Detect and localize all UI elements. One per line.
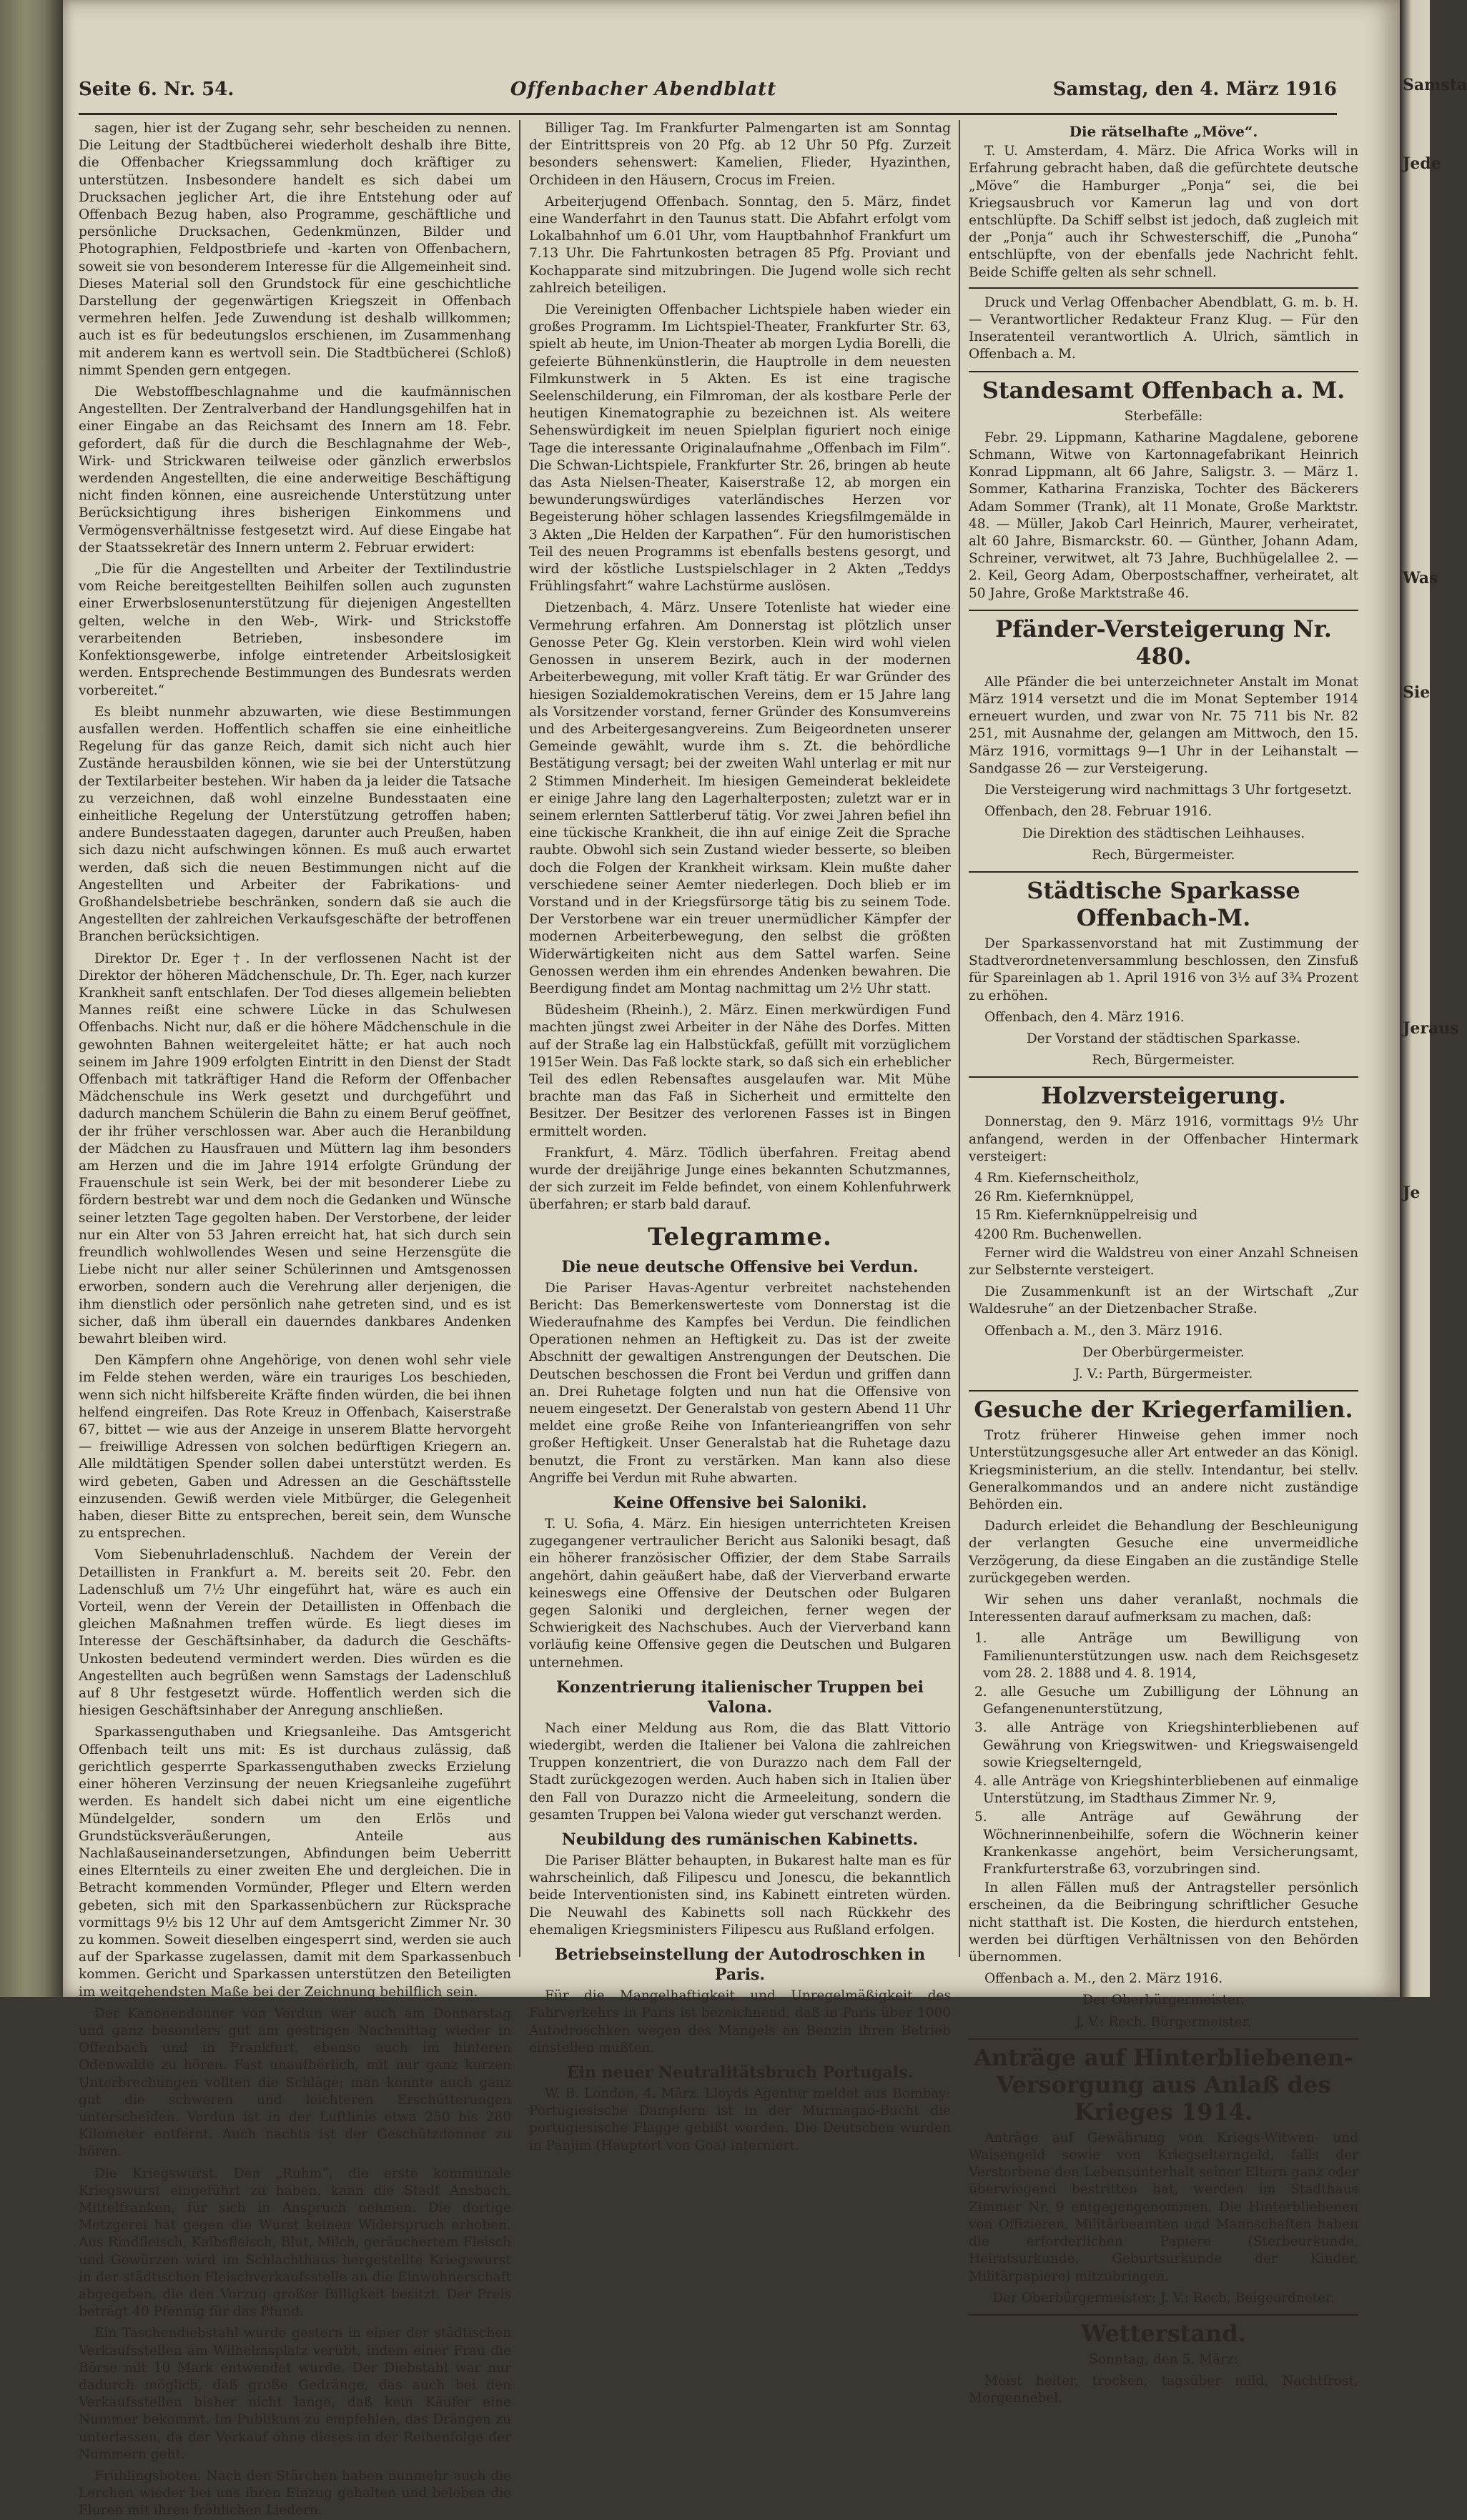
divider-rule <box>969 287 1358 289</box>
list-item: 4200 Rm. Buchenwellen. <box>974 1226 1142 1242</box>
article-paragraph: Offenbach a. M., den 3. März 1916. <box>984 1323 1223 1339</box>
article-paragraph: Febr. 29. Lippmann, Katharine Magdalene, geborene Schmann, Witwe von Kartonnagefabrikant Heinrich Konrad Lippmann, alt 66 Jahre, Saligstr. 3. — März 1. Sommer, Katharina Franziska, Tochter des Bäckerers Adam Sommer (Trank), alt 11 Monate, Große Marktstr. 48. — Müller, Jakob Carl Heinrich, Maurer, verheiratet, alt 60 Jahre, Bismarckstr. 60. — Günther, Johann Adam, Schreiner, verwitwet, alt 73 Jahre, Buchhügelallee 2. — 2. Keil, Georg Adam, Oberpostschaffner, verheiratet, alt 50 Jahre, Große Marktstraße 46. <box>969 430 1358 601</box>
article-paragraph: W. B. London, 4. März. Lloyds Agentur meldet aus Bombay: Portugiesische Dampfern ist in der Murmagao-Bucht die portugiesische Flagge gehißt worden. Die Deutschen wurden in Panjim (Hauptort von Goa) interniert. <box>529 2085 951 2153</box>
article-paragraph: T. U. Amsterdam, 4. März. Die Africa Works will in Erfahrung gebracht haben, daß die gefürchtete deutsche „Möve“ die Hamburger „Ponja“ sei, die bei Kriegsausbruch vor Kamerun lag und von dort entschlüpfte. Da Schiff selbst ist jedoch, daß zugleich mit der „Ponja“ auch ihr Schwesterschiff, die „Punoha“ entschlüpfte, von der ebenfalls jede Nachricht fehlt. Beide Schiffe gelten als sehr schnell. <box>969 144 1358 280</box>
notice-signature: J. V.: Rech, Bürgermeister. <box>1075 2014 1252 2030</box>
adjacent-page-fragment: Was <box>1403 569 1438 587</box>
article-paragraph: „Die für die Angestellten und Arbeiter der Textilindustrie vom Reiche bereitgestellten Beihilfen sollen auch zugunsten einer Erwerbslosenunterstützung für diejenigen Angestellten gelten, welche in den Web-, Wirk- und Strickstoffe verarbeitenden Betrieben, insbesondere im Konfektionsgewerbe, infolge eintretender Arbeitslosigkeit werden. Entsprechende Bestimmungen des Bundesrats werden vorbereitet.“ <box>79 562 511 698</box>
article-paragraph: Den Kämpfern ohne Angehörige, von denen wohl sehr viele im Felde stehen werden, wäre ein trauriges Los beschieden, wenn sich nicht hilfsbereite Kräfte finden würden, die bei ihnen helfend eingreifen. Das Rote Kreuz in Offenbach, Kaiserstraße 67, bittet — wie aus der Anzeige in unserem Blatte hervorgeht — freiwillige Adressen von solchen bedürftigen Kriegern an. Alle mildtätigen Spender sollen dabei unterstützt werden. Es wird gebeten, Gaben und Adressen an die Geschäftsstelle einzusenden. Gewiß werden viele Mitbürger, die Gelegenheit haben, dieser Bitte zu entsprechen, bereit sein, dem Wunsche zu entsprechen. <box>79 1353 511 1542</box>
adjacent-page-fragment: Sie <box>1403 683 1431 702</box>
article-paragraph: Druck und Verlag Offenbacher Abendblatt, G. m. b. H. — Verantwortlicher Redakteur Franz Klug. — Für den Inseratenteil verantwortlich A. Ulrich, sämtlich in Offenbach a. M. <box>969 294 1358 362</box>
notice-signature: Der Vorstand der städtischen Sparkasse. <box>1026 1031 1301 1046</box>
adjacent-page-fragment: Samsta <box>1403 76 1467 94</box>
column-rule <box>959 120 960 1957</box>
list-item: 15 Rm. Kiefernknüppelreisig und <box>974 1208 1197 1224</box>
list-item: 4. alle Anträge von Kriegshinterbliebenen auf einmalige Unterstützung, im Stadthaus Zimmer Nr. 9, <box>974 1774 1358 1807</box>
article-paragraph: Die Zusammenkunft ist an der Wirtschaft „Zur Waldesruhe“ an der Dietzenbacher Straße. <box>969 1284 1358 1317</box>
adjacent-page-fragment: Je <box>1403 1184 1421 1202</box>
article-headline: Betriebseinstellung der Autodroschken in Paris. <box>554 1945 926 1985</box>
article-paragraph: sagen, hier ist der Zugang sehr, sehr bescheiden zu nennen. Die Leitung der Stadtbücherei wiederholt deshalb ihre Bitte, die Offenbacher Kriegssammlung doch kräftiger zu unterstützen. Insbesondere handelt es sich dabei um Drucksachen jeglicher Art, die ihre Entstehung oder auf Offenbach Bezug haben, also Programme, geschäftliche und persönliche Drucksachen, Gedenkmünzen, Bilder und Photographien, Feldpostbriefe und -karten von Offenbachern, soweit sie von besonderem Interesse für die Allgemeinheit sind. Dieses Material soll den Grundstock für eine geschichtliche Darstellung der gegenwärtigen Kriegszeit in Offenbach vermehren helfen. Jede Zuwendung ist deshalb willkommen; auch ist es für bedeutungslos erschienen, im Zusammenhang mit anderem kann es wertvoll sein. Die Stadtbücherei (Schloß) nimmt Spenden gern entgegen. <box>79 121 511 378</box>
header-masthead: Offenbacher Abendblatt <box>510 79 777 100</box>
adjacent-page-edge <box>1400 0 1467 1997</box>
notice-headline: Städtische Sparkasse Offenbach-M. <box>969 871 1358 931</box>
article-paragraph: Meist heiter, trocken, tagsüber mild, Nachtfrost, Morgennebel. <box>969 2373 1358 2406</box>
article-paragraph: Für die Mangelhaftigkeit und Unregelmäßigkeit des Fahrverkehrs in Paris ist bezeichnend, daß in Paris über 1000 Autodroschken wegen des Mangels an Benzin ihren Betrieb einstellen mußten. <box>529 1988 951 2055</box>
article-paragraph: Der Kanonendonner von Verdun war auch am Donnerstag und ganz besonders gut am gestrigen Nachmittag wieder in Offenbach und in Frankfurt, ebenso auch im hinteren Odenwalde zu hören. Fast unaufhörlich, mit nur ganz kurzen Unterbrechungen vollten die Schläge; man konnte auch ganz gut die schweren und leichteren Erschütterungen unterscheiden. Verdun ist in der Luftlinie etwa 250 bis 280 Kilometer entfernt. Auch nachts ist der Geschützdonner zu hören. <box>79 2005 511 2160</box>
list-item: 26 Rm. Kiefernknüppel, <box>974 1189 1135 1205</box>
article-paragraph: Es bleibt nunmehr abzuwarten, wie diese Bestimmungen ausfallen werden. Hoffentlich schaffen sie eine einheitliche Regelung für das ganze Reich, damit sich nicht auch hier Zustände herausbilden können, wie sie bei der Unterstützung der Textilarbeiter bestehen. Wir haben da ja leider die Tatsache zu verzeichnen, daß wohl einzelne Bundesstaaten eine einheitliche Regelung der Unterstützung getroffen haben; andere Bundesstaaten dagegen, darunter auch Preußen, haben sich dazu nicht aufschwingen können. Es muß auch erwartet werden, daß sich die neuen Bestimmungen nicht auf die Angestellten und Arbeiter der Fabrikations- und Großhandelsbetriebe beschränken, sondern daß sie auch die Angestellten der zahlreichen Verkaufsgeschäfte der betroffenen Branchen berücksichtigen. <box>79 704 511 945</box>
article-paragraph: Der Sparkassenvorstand hat mit Zustimmung der Stadtverordnetenversammlung beschlossen, den Zinsfuß für Spareinlagen ab 1. April 1916 von 3½ auf 3¾ Prozent zu erhöhen. <box>969 936 1358 1003</box>
notice-signature: Der Oberbürgermeister: J. V.: Rech, Beigeordneter. <box>992 2290 1335 2306</box>
item-list <box>969 1170 1358 1244</box>
article-paragraph: Ein Taschendiebstahl wurde gestern in einer der städtischen Verkaufsstellen am Wilhelmsplatz verübt, indem einer Frau die Börse mit 10 Mark entwendet wurde. Der Diebstahl war nur dadurch möglich, daß große Gedränge, das auch bei den Verkaufsstellen bisher nicht lange, daß kein Käufer eine Nummer bekommt. Im Publikum zu empfehlen, das Drängen zu unterlassen, da der Verkauf ohne dieses in der Reihenfolge der Nummern geht. <box>79 2326 511 2462</box>
notice-signature: Die Direktion des städtischen Leihhauses. <box>1022 825 1305 841</box>
notice-signature: Der Oberbürgermeister. <box>1082 1344 1245 1360</box>
article-paragraph: Donnerstag, den 9. März 1916, vormittags 9½ Uhr anfangend, werden in der Offenbacher Hintermark versteigert: <box>969 1114 1358 1164</box>
article-headline: Die neue deutsche Offensive bei Verdun. <box>561 1257 919 1276</box>
article-headline: Ein neuer Neutralitätsbruch Portugals. <box>566 2063 914 2082</box>
section-headline: Telegramme. <box>648 1222 832 1251</box>
article-paragraph: Frankfurt, 4. März. Tödlich überfahren. Freitag abend wurde der dreijährige Junge eines bekannten Schutzmannes, der sich zurzeit im Felde befindet, von einem Kohlenfuhrwerk überfahren; er starb bald darauf. <box>529 1145 951 1213</box>
article-paragraph: Vom Siebenuhrladenschluß. Nachdem der Verein der Detaillisten in Frankfurt a. M. bereits seit 20. Febr. den Ladenschluß um 7½ Uhr eingeführt hat, wäre es auch ein Vorteil, wenn der Verein der Detaillisten in Offenbach die gleichen Maßnahmen treffen würde. Es liegt dieses im Interesse der Geschäftsinhaber, da dadurch die Geschäfts-Unkosten bedeutend vermindert werden. Dies würden es die Angestellten auch begrüßen wenn Samstags der Ladenschluß auf 8 Uhr festgesetzt würde. Hoffentlich werden sich die hiesigen Geschäftsinhaber der Anregung anschließen. <box>79 1547 511 1719</box>
notice-headline: Anträge auf Hinterbliebenen-Versorgung aus Anlaß des Krieges 1914. <box>969 2038 1358 2125</box>
article-paragraph: Wir sehen uns daher veranlaßt, nochmals die Interessenten darauf aufmerksam zu machen, daß: <box>969 1592 1358 1625</box>
adjacent-page-fragment: Jede <box>1403 154 1441 173</box>
article-paragraph: Frühlingsboten. Nach den Stärchen haben nunmehr auch die Lerchen wieder bei uns ihren Einzug gehalten und beleben die Fluren mit ihren fröhlichen Liedern. <box>79 2469 511 2519</box>
column-2 <box>529 120 951 2153</box>
article-headline: Keine Offensive bei Saloniki. <box>613 1494 867 1513</box>
header-date: Samstag, den 4. März 1916 <box>1052 79 1337 100</box>
notice-signature: J. V.: Parth, Bürgermeister. <box>1074 1366 1253 1381</box>
notice-headline: Holzversteigerung. <box>969 1076 1358 1109</box>
notice-headline: Pfänder-Versteigerung Nr. 480. <box>969 610 1358 670</box>
scan-edge <box>0 0 63 1997</box>
article-paragraph: Dietzenbach, 4. März. Unsere Totenliste hat wieder eine Vermehrung erfahren. Am Donnerstag ist plötzlich unser Genosse Peter Gg. Klein verstorben. Klein wird wohl vielen Genossen in unserem Bezirk, auch in der modernen Arbeiterbewegung, mit voller Kraft tätig. Er war Gründer des hiesigen Sozialdemokratischen Vereins, dem er 15 Jahre lang als Vorsitzender vorstand, ferner Gründer des Konsumvereins und des Arbeitergesangvereins. Zum Beigeordneten unserer Gemeinde gewählt, wurde ihm s. Zt. die behördliche Bestätigung versagt; bei der zweiten Wahl unterlag er mit nur 2 Stimmen Minderheit. Im hiesigen Gemeinderat bekleidete er einige Jahre lang den Lagerhalterposten; zuletzt war er in seinem erlernten Sattlerberuf tätig. Vor zwei Jahren befiel ihn eine tückische Krankheit, die ihn auf einige Zeit die Sprache raubte. Obwohl sich sein Zustand wieder besserte, so bleiben doch die Folgen der Krankheit wirksam. Klein mußte daher verschiedene seiner Aemter niederlegen. Doch blieb er im Vorstand und in der Kriegsfürsorge tätig bis zu seinem Tode. Der Verstorbene war ein treuer unermüdlicher Kämpfer der modernen Arbeiterbewegung, den selbst die größten Widerwärtigkeiten nicht aus dem Sattel warfen. Seine Genossen werden ihm ein ehrendes Andenken bewahren. Die Beerdigung findet am Montag nachmittag um 2½ Uhr statt. <box>529 600 951 996</box>
article-paragraph: Offenbach, den 4. März 1916. <box>984 1009 1185 1025</box>
article-paragraph: T. U. Sofia, 4. März. Ein hiesigen unterrichteten Kreisen zugegangener vertraulicher Bericht aus Saloniki besagt, daß ein höherer französischer Offizier, der dem Stabe Sarrails angehört, dahin geäußert habe, daß der Vierverband erwarte keineswegs eine Offensive der Deutschen oder Bulgaren gegen Saloniki und dergleichen, ferner wegen der Schwierigkeit des Nachschubes. Auch der Vierverband kann vorläufig keine Offensive gegen die Deutschen und Bulgaren unternehmen. <box>529 1517 951 1670</box>
header-page-number: Seite 6. Nr. 54. <box>79 79 234 100</box>
article-paragraph: Billiger Tag. Im Frankfurter Palmengarten ist am Sonntag der Eintrittspreis von 20 Pfg. ab 12 Uhr 50 Pfg. Zurzeit besonders sehenswert: Kamelien, Flieder, Hyazinthen, Orchideen in den Häusern, Crocus im Freien. <box>529 121 951 188</box>
article-paragraph: Alle Pfänder die bei unterzeichneter Anstalt im Monat März 1914 versetzt und die im Monat September 1914 erneuert wurden, und zwar von Nr. 75 711 bis Nr. 82 251, mit Ausnahme der, gelangen am Mittwoch, den 15. März 1916, vormittags 9—1 Uhr in der Leihanstalt — Sandgasse 26 — zur Versteigerung. <box>969 674 1358 776</box>
column-1 <box>79 120 511 2519</box>
article-paragraph: Anträge auf Gewährung von Kriegs-Witwen- und Waisengeld sowie von Kriegselterngeld, falls der Verstorbene den Lebensunterhalt seiner Eltern ganz oder überwiegend bestritten hat, werden im Stadthaus Zimmer Nr. 9 entgegengenommen. Die Hinterbliebenen von Offizieren, Militärbeamten und Mannschaften haben die erforderlichen Papiere (Sterbeurkunde, Heiratsurkunde, Geburtsurkunde der Kinder, Militärpapiere) mitzubringen. <box>969 2130 1358 2284</box>
column-rule <box>519 120 520 1957</box>
list-item: 3. alle Anträge von Kriegshinterbliebenen auf Gewährung von Kriegswitwen- und Kriegswaisengeld sowie Kriegselterngeld, <box>974 1720 1358 1770</box>
article-paragraph: Die Vereinigten Offenbacher Lichtspiele haben wieder ein großes Programm. Im Lichtspiel-Theater, Frankfurter Str. 63, spielt ab heute, im Union-Theater ab morgen Lydia Borelli, die gefeierte Bühnenkünstlerin, die Hauptrolle in dem neuesten Filmkunstwerk in 5 Akten. Es ist eine tragische Seelenschilderung, ein Filmroman, der als kostbare Perle der heutigen Kinematographie zu bezeichnen ist. Als weitere Sehenswürdigkeit im neuen Spielplan figuriert noch einige Tage die interessante Originalaufnahme „Offenbach im Film“. Die Schwan-Lichtspiele, Frankfurter Str. 26, bringen ab heute das Asta Nielsen-Theater, Kaiserstraße 12, ab morgen ein bewunderungswürdiges vaterländisches Herzen vor Begeisterung höher schlagen lassendes Kriegsfilmgemälde in 3 Akten „Die Helden der Karpathen“. Für den humoristischen Teil des neuen Programms ist ebenfalls bestens gesorgt, und wird der köstliche Lustspielschlager in 2 Akten „Teddys Frühlingsfahrt“ wahre Lachstürme auslösen. <box>529 302 951 595</box>
notice-headline: Standesamt Offenbach a. M. <box>969 371 1358 404</box>
article-paragraph: Ferner wird die Waldstreu von einer Anzahl Schneisen zur Selbsternte versteigert. <box>969 1245 1358 1278</box>
article-paragraph: Arbeiterjugend Offenbach. Sonntag, den 5. März, findet eine Wanderfahrt in den Taunus statt. Die Abfahrt erfolgt vom Lokalbahnhof um 6.01 Uhr, vom Hauptbahnhof Frankfurt um 7.13 Uhr. Die Fahrtunkosten betragen 85 Pfg. Proviant und Kochapparate sind mitzubringen. Die Jugend wolle sich recht zahlreich beteiligen. <box>529 194 951 296</box>
notice-signature: Rech, Bürgermeister. <box>1092 847 1235 863</box>
notice-headline: Gesuche der Kriegerfamilien. <box>969 1390 1358 1423</box>
article-headline: Neubildung des rumänischen Kabinetts. <box>561 1830 919 1850</box>
article-paragraph: In allen Fällen muß der Antragsteller persönlich erscheinen, da die Beibringung schriftlicher Gesuche nicht statthaft ist. Die Kosten, die hierdurch entstehen, werden bei dürftigen Verhältnissen von den Behörden übernommen. <box>969 1880 1358 1965</box>
notice-signature: Sonntag, den 5. März: <box>1089 2351 1238 2367</box>
item-list <box>969 1630 1358 1878</box>
article-paragraph: Die Versteigerung wird nachmittags 3 Uhr fortgesetzt. <box>984 783 1352 798</box>
article-paragraph: Dadurch erleidet die Behandlung der Beschleunigung der verlangten Gesuche eine unvermeidliche Verzögerung, da diese Eingaben an die zuständige Stelle zurückgegeben werden. <box>969 1519 1358 1586</box>
notice-headline: Wetterstand. <box>969 2314 1358 2347</box>
article-paragraph: Offenbach, den 28. Februar 1916. <box>984 804 1212 820</box>
article-headline: Konzentrierung italienischer Truppen bei Valona. <box>556 1677 924 1717</box>
list-item: 4 Rm. Kiefernscheitholz, <box>974 1170 1140 1186</box>
article-paragraph: Die Kriegswurst. Den „Ruhm“, die erste kommunale Kriegswurst eingeführt zu haben, kann die Stadt Ansbach, Mittelfranken, für sich in Anspruch nehmen. Die dortige Metzgerei hat gegen die Wurst keinen Widerspruch erhoben. Aus Rindfleisch, Kalbsfleisch, Blut, Milch, geräuchertem Fleisch und Gewürzen wird im Schlachthaus hergestellte Kriegswurst in der städtischen Fleischverkaufsstelle an die Einwohnerschaft abgegeben, die den Vorzug großer Billigkeit besitzt. Der Preis beträgt 40 Pfennig für das Pfund. <box>79 2166 511 2320</box>
list-item: 2. alle Gesuche um Zubilligung der Löhnung an Gefangenenunterstützung, <box>974 1685 1358 1717</box>
list-item: 5. alle Anträge auf Gewährung der Wöchnerinnenbeihilfe, sofern die Wöchnerin keiner Krankenkasse angehört, beim Versicherungsamt, Frankfurterstraße 63, vorzubringen sind. <box>974 1810 1358 1877</box>
list-item: 1. alle Anträge um Bewilligung von Familienunterstützungen usw. nach dem Reichsgesetz vom 28. 2. 1888 und 4. 8. 1914, <box>974 1631 1358 1681</box>
article-paragraph: Offenbach a. M., den 2. März 1916. <box>984 1971 1223 1987</box>
article-paragraph: Büdesheim (Rheinh.), 2. März. Einen merkwürdigen Fund machten jüngst zwei Arbeiter in der Nähe des Dorfes. Mitten auf der Straße lag ein Halbstückfaß, gefüllt mit vorzüglichem 1915er Wein. Das Faß lockte stark, so daß sich ein erheblicher Teil des edlen Rebensaftes ausgelaufen war. Mit Mühe brachte man das Faß in Sicherheit und ermittelte den Besitzer. Der Besitzer des verlorenen Fasses ist in Bingen ermittelt worden. <box>529 1003 951 1139</box>
article-paragraph: Die Pariser Blätter behaupten, in Bukarest halte man es für wahrscheinlich, daß Filipescu und Jonescu, die bekanntlich beide Interventionisten sind, ins Kabinett eintreten würden. Die Neuwahl des Kabinetts soll nach Rückkehr des ehemaligen Kriegsministers Filipescu aus Rußland erfolgen. <box>529 1853 951 1938</box>
article-paragraph: Nach einer Meldung aus Rom, die das Blatt Vittorio wiedergibt, werden die Italiener bei Valona die zahlreichen Truppen konzentriert, die von Durazzo nach dem Fall der Stadt zurückgezogen werden. Auch haben sich in Italien über den Fall von Durazzo nicht die Armeeleitung, sondern die gesamten Truppen bei Valona wieder gut verschanzt werden. <box>529 1720 951 1822</box>
notice-signature: Sterbefälle: <box>1124 408 1203 424</box>
notice-signature: Der Oberbürgermeister. <box>1082 1993 1245 2008</box>
article-paragraph: Direktor Dr. Eger †. In der verflossenen Nacht ist der Direktor der höheren Mädchenschule, Dr. Th. Eger, nach kurzer Krankheit sanft entschlafen. Der Tod dieses allgemein beliebten Mannes reißt eine schwere Lücke in das Schulwesen Offenbachs. Nicht nur, daß er die höhere Mädchenschule in die gewohnten Bahnen weitergeleitet hätte; er hat auch noch seinem im Jahre 1909 erfolgten Eintritt in den Dienst der Stadt Offenbach mit tatkräftiger Hand die Reform der Offenbacher Mädchenschule ins Werk gesetzt und durchgeführt und dadurch manchem Schülerin die Bahn zu einem Beruf geöffnet, der ihr früher verschlossen war. Aber auch die Heranbildung der Mädchen zu Hausfrauen und Müttern lag ihm besonders am Herzen und die im Jahre 1914 erfolgte Gründung der Frauenschule ist sein Werk, bei der mit besonderer Liebe zu fördern bestrebt war und dem noch die Gedanken und Wünsche seiner letzten Tage gegolten haben. Der Verstorbene, der leider nur ein Alter von 53 Jahren erreicht hat, hat sich durch sein freundlich wohlwollendes Wesen und seine Herzensgüte die Liebe nicht nur aller seiner Schülerinnen und Amtsgenossen erworben, sondern auch die Verehrung aller derjenigen, die ihm dienstlich oder persönlich nahe getreten sind, und es ist sicher, daß ihm überall ein dauerndes dankbares Andenken bewahrt bleiben wird. <box>79 951 511 1347</box>
article-headline: Die rätselhafte „Möve“. <box>1069 123 1258 140</box>
page-header <box>79 79 1337 115</box>
column-3 <box>969 120 1358 2406</box>
article-paragraph: Die Pariser Havas-Agentur verbreitet nachstehenden Bericht: Das Bemerkenswerteste vom Donnerstag ist die Wiederaufnahme des Kampfes bei Verdun. Die feindlichen Operationen nehmen an Heftigkeit zu. Das ist der zweite Abschnitt der gewaltigen Anstrengungen der Deutschen. Die Deutschen beschossen die Front bei Verdun und griffen dann an. Drei Ruhetage folgten und nun hat die Offensive von neuem eingesetzt. Der Generalstab von gestern Abend 11 Uhr meldet eine große Reihe von Infanterieangriffen von sehr großer Heftigkeit. Unser Generalstab hat die Ruhetage dazu benutzt, die Front zu verstärken. Man kann also diese Angriffe bei Verdun mit Ruhe abwarten. <box>529 1280 951 1486</box>
adjacent-page-fragment: Jeraus <box>1403 1019 1459 1038</box>
article-paragraph: Die Webstoffbeschlagnahme und die kaufmännischen Angestellten. Der Zentralverband der Handlungsgehilfen hat in einer Eingabe an das Reichsamt des Innern am 18. Febr. gefordert, daß für die durch die Beschlagnahme der Web-, Wirk- und Strickwaren teilweise oder gänzlich erwerbslos werdenden Angestellten, die eine anderweitige Beschäftigung nicht finden können, eine ausreichende Unterstützung unter Berücksichtigung ihres bisherigen Einkommens und Vermögensverhältnisse festgesetzt wird. Auf diese Eingabe hat der Staatssekretär des Innern unterm 2. Februar erwidert: <box>79 385 511 555</box>
notice-signature: Rech, Bürgermeister. <box>1092 1053 1235 1068</box>
article-paragraph: Sparkassenguthaben und Kriegsanleihe. Das Amtsgericht Offenbach teilt uns mit: Es ist durchaus zulässig, daß gerichtlich gesperrte Sparkassenguthaben zwecks Erzielung einer höheren Verzinsung der neuen Kriegsanleihe zugeführt werden. Es handelt sich dabei nicht um eine eigentliche Mündelgelder, sondern um den Erlös und Grundstücksveräußerungen, Anteile aus Nachlaßauseinandersetzungen, Abfindungen beim Ueberritt eines Elternteils zu einer zweiten Ehe und dergleichen. Die in Betracht kommenden Vormünder, Pfleger und Eltern werden gebeten, sich mit den Sparkassenbüchern zur Rücksprache vormittags 9½ bis 12 Uhr auf dem Amtsgericht Zimmer Nr. 30 zu kommen. Soweit dieselben eingesperrt sind, werden sie auch auf der Sparkasse zugelassen, damit mit dem Sparkassenbuch kommen. Gericht und Sparkassen unterstützen den Beteiligten im weitgehendsten Maße bei der Zeichnung behilflich sein. <box>79 1725 511 2000</box>
article-paragraph: Trotz früherer Hinweise gehen immer noch Unterstützungsgesuche aller Art entweder an das Königl. Kriegsministerium, an die stellv. Intendantur, bei stellv. Generalkommandos und an andere nicht zuständige Behörden ein. <box>969 1428 1358 1512</box>
